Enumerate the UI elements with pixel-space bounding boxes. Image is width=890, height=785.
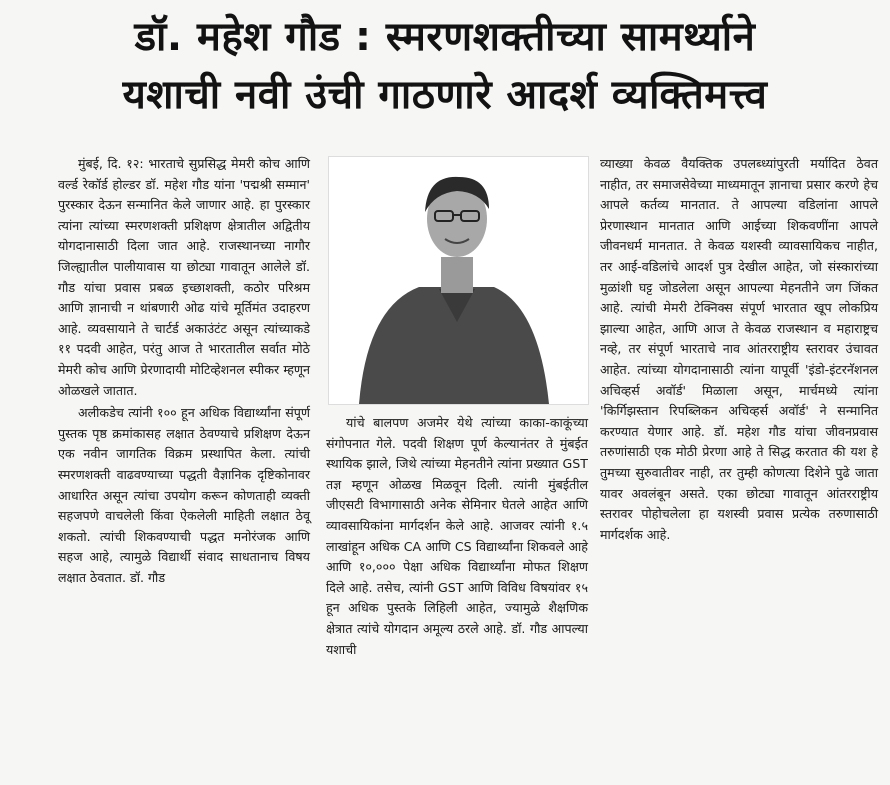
paragraph: अलीकडेच त्यांनी १०० हून अधिक विद्यार्थ्यांना संपूर्ण पुस्तक पृष्ठ क्रमांकासह लक्षात ठेवण्याचे प्रशिक्षण देऊन एक नवीन जागतिक विक्रम प्रस्थापित केला. त्यांची स्मरणशक्ती वाढवण्याच्या पद्धती वैज्ञानिक दृष्टिकोनावर आधारित असून त्यांचा उपयोग करून कोणताही व्यक्ती सहजपणे वाचलेली किंवा ऐकलेली माहिती लक्षात ठेवू शकतो. त्यांची शिकवण्याची पद्धत मनोरंजक आणि सहज आहे, त्यामुळे विद्यार्थी संवाद साधतानाच विषय लक्षात ठेवतात. डॉ. गौड — [58, 405, 310, 585]
portrait-image — [329, 157, 588, 404]
portrait-photo — [328, 156, 589, 405]
headline-line-1: डॉ. महेश गौड : स्मरणशक्तीच्या सामर्थ्याने — [134, 14, 756, 60]
headline-line-2: यशाची नवी उंची गाठणारे आदर्श व्यक्तिमत्त्व — [122, 72, 768, 118]
paragraph: यांचे बालपण अजमेर येथे त्यांच्या काका-काकूंच्या संगोपनात गेले. पदवी शिक्षण पूर्ण केल्यानंतर ते मुंबईत स्थायिक झाले, जिथे त्यांच्या मेहनतीने त्यांना प्रख्यात GST तज्ञ म्हणून ओळख मिळवून दिली. त्यांनी मुंबईतील जीएसटी विभागासाठी अनेक सेमिनार घेतले आहेत आणि व्यावसायिकांना मार्गदर्शन केले आहे. आजवर त्यांनी १.५ लाखांहून अधिक CA आणि CS विद्यार्थ्यांना शिकवले आहे आणि १०,००० पेक्षा अधिक विद्यार्थ्यांना मोफत शिक्षण दिले आहे. तसेच, त्यांनी GST आणि विविध विषयांवर १५ हून अधिक पुस्तके लिहिली आहेत, ज्यामुळे शैक्षणिक क्षेत्रात त्यांचे योगदान अमूल्य ठरले आहे. डॉ. गौड आपल्या यशाची — [326, 415, 588, 657]
article-column-1 — [58, 154, 310, 588]
paragraph: व्याख्या केवळ वैयक्तिक उपलब्ध्यांपुरती मर्यादित ठेवत नाहीत, तर समाजसेवेच्या माध्यमातून ज्ञानाचा प्रसार करणे हेच आपले कर्तव्य मानतात. ते आपल्या वडिलांना आपले प्रेरणास्थान मानतात आणि आईच्या शिकवणींना आपले जीवनधर्म मानतात. ते केवळ यशस्वी व्यावसायिकच नाहीत, तर आई-वडिलांचे आदर्श पुत्र देखील आहेत, जो संस्कारांच्या मुळांशी घट्ट जोडलेला असून आपल्या मेहनतीने जग जिंकत आहे. त्यांची मेमरी टेक्निक्स संपूर्ण भारतात खूप लोकप्रिय झाल्या आहेत, आणि आज ते केवळ राजस्थान व महाराष्ट्रच नव्हे, तर संपूर्ण भारताचे नाव आंतरराष्ट्रीय स्तरावर उंचावत आहेत. त्यांच्या योगदानासाठी त्यांना यापूर्वी 'इंडो-इंटरनॅशनल अचिव्हर्स अवॉर्ड' मिळाला असून, मार्चमध्ये त्यांना 'किर्गिझस्तान रिपब्लिकन अचिव्हर्स अवॉर्ड' ने सन्मानित करण्यात येणार आहे. डॉ. महेश गौड यांचा जीवनप्रवास तरुणांसाठी एक मोठी प्रेरणा आहे ते सिद्ध करतात की यश हे तुमच्या सुरुवातीवर नाही, तर तुम्ही कोणत्या दिशेने पुढे जाता यावर अवलंबून असते. एका छोट्या गावातून आंतरराष्ट्रीय स्तरावर पोहोचलेला हा यशस्वी प्रवास प्रत्येक तरुणासाठी मार्गदर्शक आहे. — [600, 156, 878, 542]
article-column-3 — [600, 154, 878, 545]
article-column-2 — [326, 413, 588, 660]
headline — [0, 8, 890, 124]
paragraph: मुंबई, दि. १२: भारताचे सुप्रसिद्ध मेमरी कोच आणि वर्ल्ड रेकॉर्ड होल्डर डॉ. महेश गौड यांना 'पद्मश्री सम्मान' पुरस्कार देऊन सन्मानित केले जाणार आहे. हा पुरस्कार त्यांना त्यांच्या स्मरणशक्ती प्रशिक्षण क्षेत्रातील अद्वितीय योगदानासाठी दिला जात आहे. राजस्थानच्या नागौर जिल्ह्यातील पालीयावास या छोट्या गावातून आलेले डॉ. गौड यांचा प्रवास प्रबळ इच्छाशक्ती, कठोर परिश्रम आणि ज्ञानाची न थांबणारी ओढ यांचे मूर्तिमंत उदाहरण आहे. व्यवसायाने ते चार्टर्ड अकाउंटंट असून त्यांच्याकडे ११ पदवी आहेत, परंतु आज ते भारतातील सर्वात मोठे मेमरी कोच आणि प्रेरणादायी मोटिव्हेशनल स्पीकर म्हणून ओळखले जातात. — [58, 156, 310, 398]
